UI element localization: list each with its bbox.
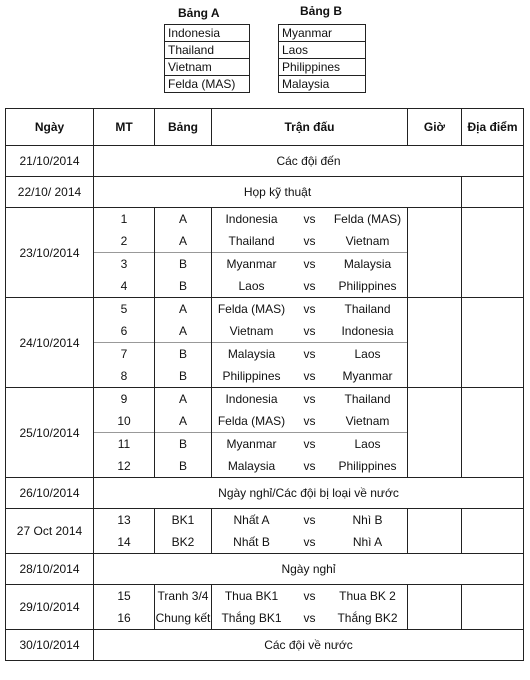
schedule-table [5, 108, 524, 661]
match-pairing [212, 433, 408, 456]
group-a-team: Felda (MAS) [165, 76, 250, 93]
vs-label: vs [303, 257, 316, 271]
match-pairing [212, 365, 408, 388]
match-number: 11 [94, 433, 155, 456]
match-group: B [155, 455, 212, 478]
away-team: Nhì A [352, 535, 383, 549]
match-number: 1 [94, 208, 155, 231]
match-pairing [212, 230, 408, 253]
day-date: 21/10/2014 [6, 146, 94, 177]
venue-cell [462, 509, 524, 554]
match-pairing [212, 343, 408, 366]
match-number: 10 [94, 410, 155, 433]
day-date: 30/10/2014 [6, 630, 94, 661]
vs-label: vs [303, 234, 316, 248]
home-team: Indonesia [225, 212, 278, 226]
header-match-no: MT [94, 109, 155, 146]
match-pairing [212, 298, 408, 321]
header-date: Ngày [6, 109, 94, 146]
match-pairing [212, 607, 408, 630]
match-number: 12 [94, 455, 155, 478]
away-team: Nhì B [352, 513, 383, 527]
match-group: A [155, 410, 212, 433]
vs-label: vs [303, 414, 316, 428]
match-number: 14 [94, 531, 155, 554]
home-team: Malaysia [227, 459, 276, 473]
match-pairing [212, 320, 408, 343]
away-team: Laos [354, 437, 381, 451]
table-row [6, 388, 524, 411]
day-date: 26/10/2014 [6, 478, 94, 509]
away-team: Thailand [344, 392, 391, 406]
group-b-title: Bảng B [300, 4, 342, 18]
group-b-team: Philippines [279, 59, 366, 76]
header-match: Trận đấu [212, 109, 408, 146]
vs-label: vs [303, 347, 316, 361]
match-group: B [155, 433, 212, 456]
match-pairing [212, 253, 408, 276]
note-row [6, 146, 524, 177]
away-team: Myanmar [342, 369, 393, 383]
match-number: 5 [94, 298, 155, 321]
away-team: Philippines [338, 459, 397, 473]
home-team: Myanmar [226, 437, 277, 451]
vs-label: vs [303, 324, 316, 338]
group-a-table [164, 24, 250, 93]
venue-cell [462, 298, 524, 388]
away-team: Vietnam [345, 414, 390, 428]
note-row [6, 554, 524, 585]
vs-label: vs [303, 279, 316, 293]
group-a-team: Thailand [165, 42, 250, 59]
group-b-team: Myanmar [279, 25, 366, 42]
day-date: 28/10/2014 [6, 554, 94, 585]
match-group: B [155, 365, 212, 388]
home-team: Felda (MAS) [217, 302, 286, 316]
home-team: Felda (MAS) [217, 414, 286, 428]
match-pairing [212, 509, 408, 532]
header-row [6, 109, 524, 146]
day-note: Họp kỹ thuật [94, 177, 462, 208]
home-team: Thailand [228, 234, 275, 248]
venue-cell [462, 208, 524, 298]
day-date: 24/10/2014 [6, 298, 94, 388]
away-team: Laos [354, 347, 381, 361]
match-group: Tranh 3/4 [155, 585, 212, 608]
match-number: 9 [94, 388, 155, 411]
vs-label: vs [303, 212, 316, 226]
group-b-table [278, 24, 366, 93]
match-group: A [155, 320, 212, 343]
header-venue: Địa điểm [462, 109, 524, 146]
match-number: 15 [94, 585, 155, 608]
day-date: 27 Oct 2014 [6, 509, 94, 554]
time-cell [408, 208, 462, 298]
vs-label: vs [303, 437, 316, 451]
note-row [6, 177, 524, 208]
table-row [6, 585, 524, 608]
match-number: 3 [94, 253, 155, 276]
match-group: BK1 [155, 509, 212, 532]
match-group: Chung kết [155, 607, 212, 630]
vs-label: vs [303, 535, 316, 549]
table-row [6, 208, 524, 231]
time-cell [408, 298, 462, 388]
home-team: Malaysia [227, 347, 276, 361]
match-number: 6 [94, 320, 155, 343]
home-team: Nhất A [233, 513, 270, 527]
day-date: 22/10/ 2014 [6, 177, 94, 208]
home-team: Thua BK1 [224, 589, 279, 603]
home-team: Thắng BK1 [221, 611, 282, 625]
match-group: A [155, 208, 212, 231]
match-group: A [155, 230, 212, 253]
venue-cell [462, 585, 524, 630]
group-b-team: Laos [279, 42, 366, 59]
note-row [6, 630, 524, 661]
table-row [6, 298, 524, 321]
home-team: Nhất B [233, 535, 270, 549]
match-number: 2 [94, 230, 155, 253]
group-a-title: Bảng A [178, 6, 220, 20]
match-group: B [155, 253, 212, 276]
match-pairing [212, 388, 408, 411]
match-group: B [155, 343, 212, 366]
match-number: 4 [94, 275, 155, 298]
away-team: Thắng BK2 [337, 611, 398, 625]
match-group: A [155, 298, 212, 321]
day-date: 25/10/2014 [6, 388, 94, 478]
away-team: Felda (MAS) [333, 212, 402, 226]
note-row [6, 478, 524, 509]
match-number: 7 [94, 343, 155, 366]
day-note: Ngày nghỉ/Các đội bị loại về nước [94, 478, 524, 509]
away-team: Vietnam [345, 234, 390, 248]
time-cell [408, 585, 462, 630]
home-team: Vietnam [229, 324, 274, 338]
match-pairing [212, 585, 408, 608]
away-team: Malaysia [343, 257, 392, 271]
header-time: Giờ [408, 109, 462, 146]
away-team: Thailand [344, 302, 391, 316]
match-pairing [212, 410, 408, 433]
away-team: Thua BK 2 [339, 589, 396, 603]
match-group: B [155, 275, 212, 298]
vs-label: vs [303, 302, 316, 316]
vs-label: vs [303, 611, 316, 625]
match-pairing [212, 531, 408, 554]
vs-label: vs [303, 392, 316, 406]
match-number: 8 [94, 365, 155, 388]
away-team: Philippines [338, 279, 397, 293]
time-cell [408, 388, 462, 478]
group-a-team: Vietnam [165, 59, 250, 76]
match-pairing [212, 275, 408, 298]
time-cell [408, 509, 462, 554]
vs-label: vs [303, 369, 316, 383]
match-number: 13 [94, 509, 155, 532]
day-note: Ngày nghỉ [94, 554, 524, 585]
day-note: Các đội về nước [94, 630, 524, 661]
vs-label: vs [303, 589, 316, 603]
match-group: A [155, 388, 212, 411]
group-a-team: Indonesia [165, 25, 250, 42]
match-pairing [212, 455, 408, 478]
home-team: Myanmar [226, 257, 277, 271]
venue-cell [462, 388, 524, 478]
day-date: 23/10/2014 [6, 208, 94, 298]
away-team: Indonesia [341, 324, 394, 338]
venue-cell [462, 177, 524, 208]
home-team: Laos [238, 279, 265, 293]
group-b-team: Malaysia [279, 76, 366, 93]
day-date: 29/10/2014 [6, 585, 94, 630]
match-number: 16 [94, 607, 155, 630]
day-note: Các đội đến [94, 146, 524, 177]
vs-label: vs [303, 513, 316, 527]
match-group: BK2 [155, 531, 212, 554]
table-row [6, 509, 524, 532]
vs-label: vs [303, 459, 316, 473]
header-group: Bảng [155, 109, 212, 146]
match-pairing [212, 208, 408, 231]
home-team: Indonesia [225, 392, 278, 406]
home-team: Philippines [222, 369, 281, 383]
